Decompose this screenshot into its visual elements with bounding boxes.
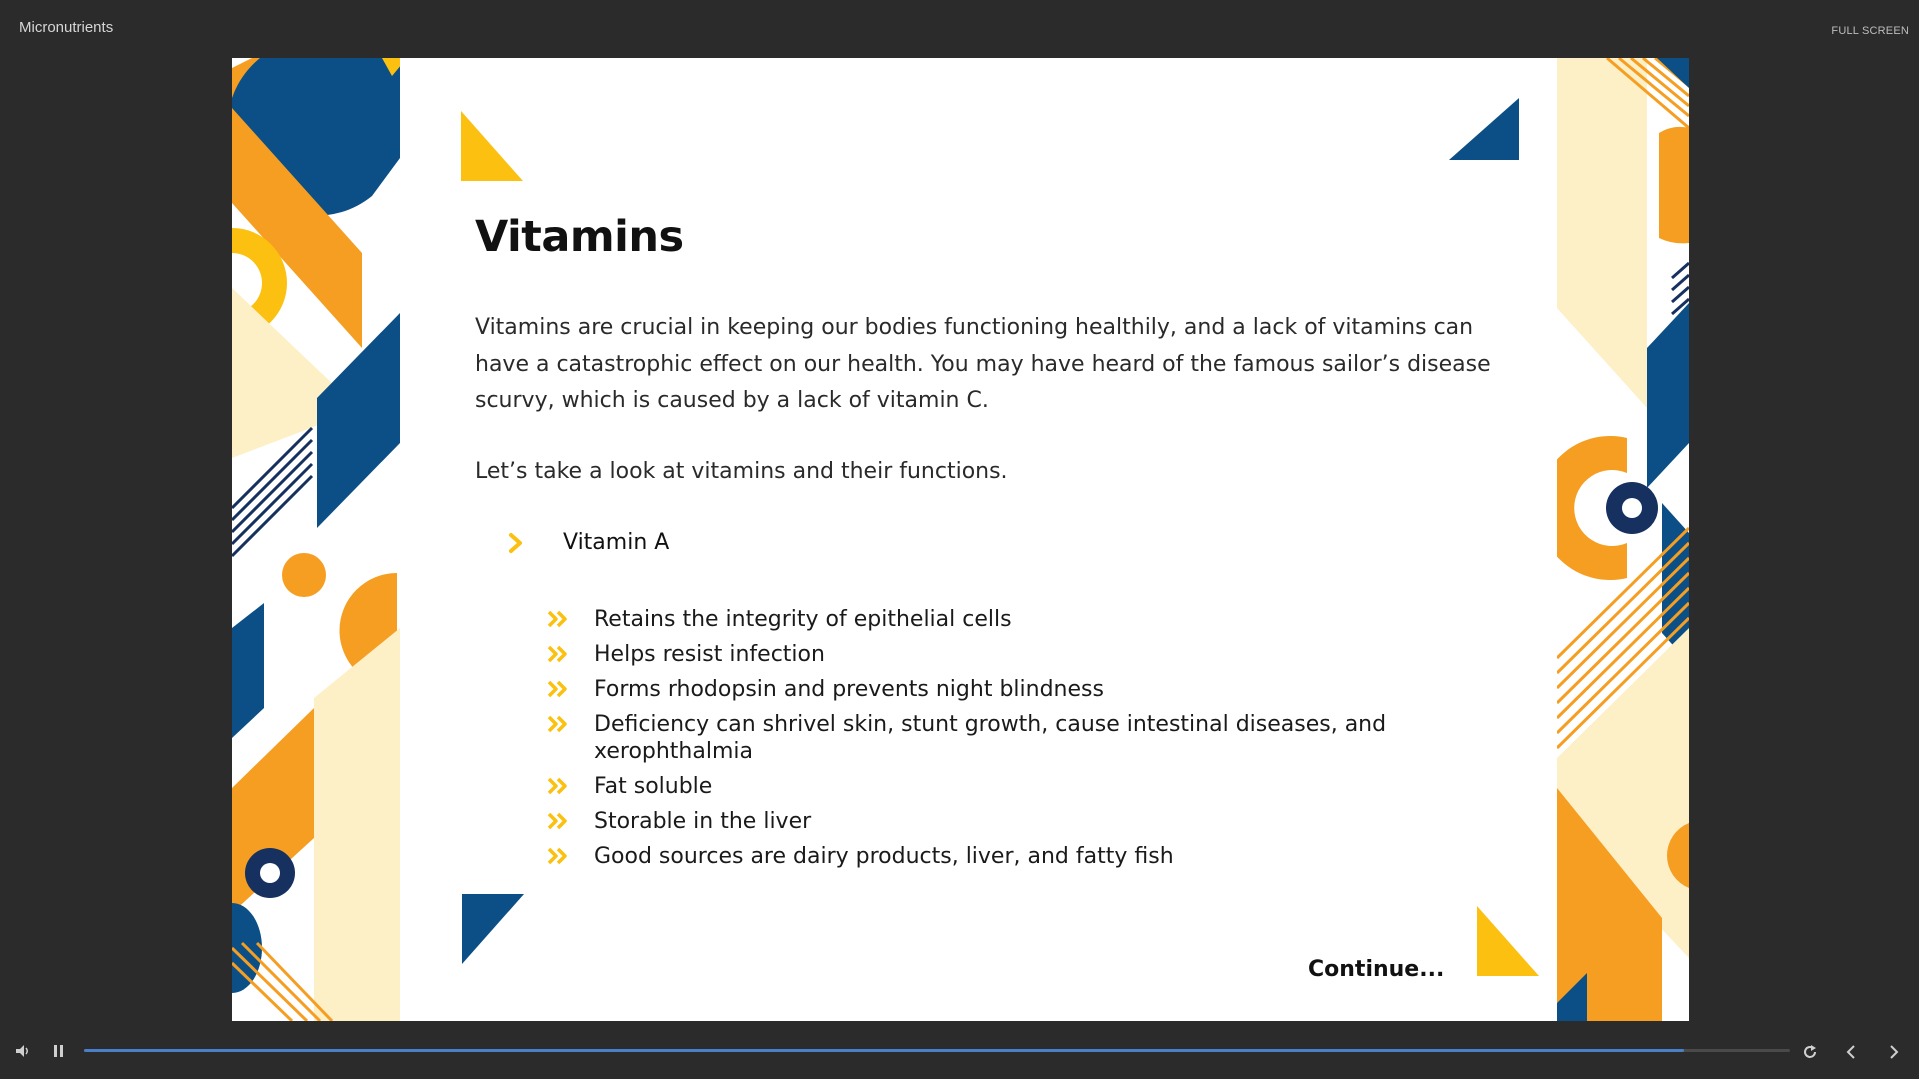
previous-icon[interactable] [1843, 1043, 1859, 1061]
list-item [547, 676, 1407, 703]
lead-text: Let’s take a look at vitamins and their functions. [475, 459, 1008, 484]
double-chevron-icon [547, 715, 569, 733]
intro-paragraph: Vitamins are crucial in keeping our bodies functioning healthily, and a lack of vitamins can have a catastrophic effect on our health. You may have heard of the famous sailor’s disease scurvy, which is caused by a lack of vitamin C. [475, 315, 1491, 413]
list-item [547, 606, 1407, 633]
list-item-text: Helps resist infection [594, 642, 825, 667]
volume-icon[interactable] [14, 1042, 32, 1060]
bullet-list [547, 606, 1407, 878]
triangle-bottom-right-decoration [1477, 906, 1539, 976]
replay-icon[interactable] [1801, 1043, 1819, 1061]
player-controls [0, 1036, 1919, 1079]
progress-bar[interactable] [84, 1049, 1790, 1052]
triangle-top-left-decoration [461, 111, 523, 181]
list-item [547, 808, 1407, 835]
double-chevron-icon [547, 645, 569, 663]
next-icon[interactable] [1886, 1043, 1902, 1061]
topbar-title: Micronutrients [19, 19, 114, 36]
triangle-bottom-left-decoration [462, 894, 524, 964]
double-chevron-icon [547, 777, 569, 795]
slide-title: Vitamins [475, 212, 684, 262]
double-chevron-icon [547, 812, 569, 830]
progress-fill [84, 1049, 1684, 1052]
fullscreen-button[interactable]: FULL SCREEN [1831, 25, 1909, 37]
double-chevron-icon [547, 680, 569, 698]
double-chevron-icon [547, 610, 569, 628]
left-decoration [232, 58, 400, 1021]
list-item-text: Deficiency can shrivel skin, stunt growth, cause intestinal diseases, and xerophthalmia [594, 712, 1387, 764]
pause-icon[interactable] [52, 1043, 66, 1059]
section-vitamin-a[interactable] [507, 530, 669, 555]
section-label: Vitamin A [563, 530, 670, 555]
double-chevron-icon [547, 847, 569, 865]
triangle-top-right-decoration [1449, 98, 1519, 160]
list-item-text: Storable in the liver [594, 809, 812, 834]
continue-link[interactable]: Continue... [1308, 957, 1445, 982]
list-item-text: Fat soluble [594, 774, 713, 799]
list-item [547, 641, 1407, 668]
slide-canvas [232, 58, 1689, 1021]
list-item [547, 711, 1407, 765]
list-item-text: Forms rhodopsin and prevents night blindness [594, 677, 1104, 702]
list-item [547, 773, 1407, 800]
chevron-right-icon [507, 532, 525, 554]
list-item-text: Good sources are dairy products, liver, and fatty fish [594, 844, 1174, 869]
right-decoration [1557, 58, 1689, 1021]
list-item-text: Retains the integrity of epithelial cells [594, 607, 1012, 632]
list-item [547, 843, 1407, 870]
